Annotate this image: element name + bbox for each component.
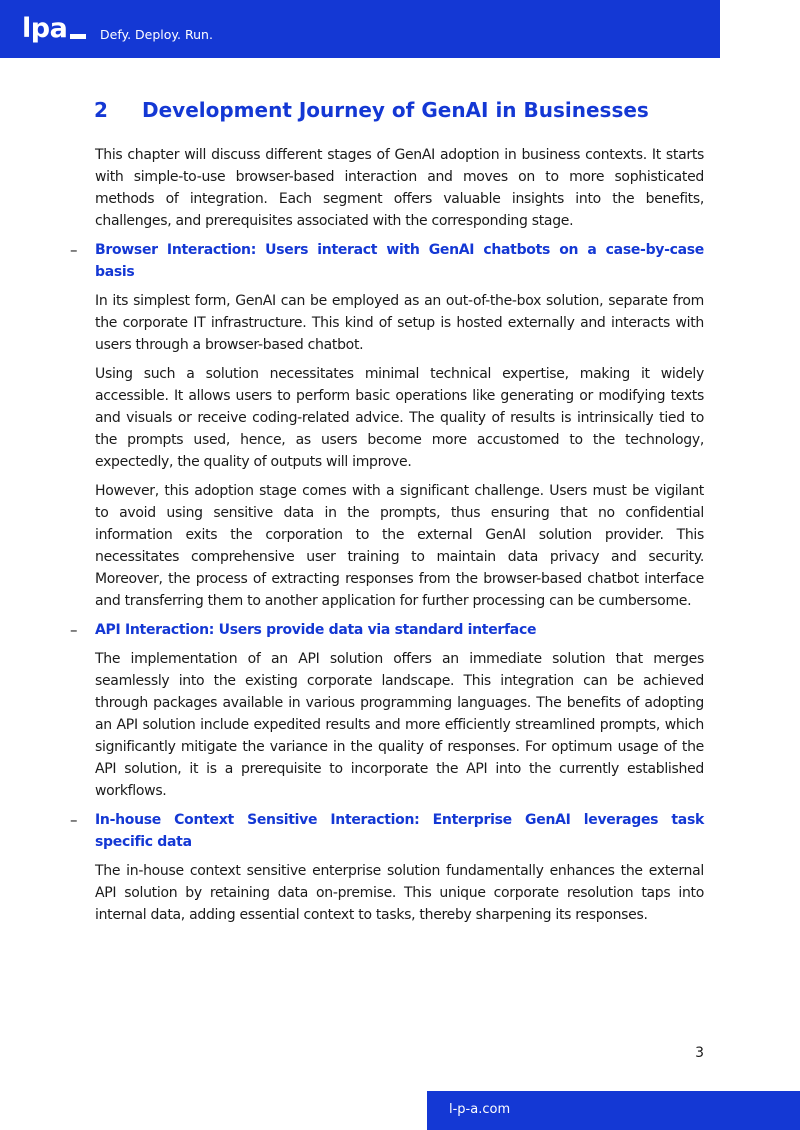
body-paragraph: Using such a solution necessitates minimal technical expertise, making it widely accessible. It allows users to perform basic operations like generating or modifying texts and visuals or receive coding-related advice. The quality of results is intrinsically tied to the prompts used, hence, as users become more accustomed to the technology, expectedly, the quality of outputs will improve. — [95, 366, 704, 470]
section-heading — [70, 809, 704, 853]
dash-bullet-icon: – — [70, 811, 78, 829]
chapter-heading — [94, 96, 704, 124]
footer-bar — [427, 1091, 800, 1130]
page-content — [70, 96, 704, 933]
logo-text: lpa — [22, 13, 68, 44]
logo-underscore — [70, 34, 86, 39]
section-heading — [70, 239, 704, 283]
section-browser-interaction — [70, 239, 704, 612]
dash-bullet-icon: – — [70, 241, 78, 259]
chapter-title: Development Journey of GenAI in Businesses — [142, 98, 649, 122]
body-paragraph: The in-house context sensitive enterprise solution fundamentally enhances the external API solution by retaining data on-premise. This unique corporate resolution taps into internal data, adding essential context to tasks, thereby sharpening its responses. — [95, 863, 704, 923]
section-api-interaction — [70, 619, 704, 802]
page-number: 3 — [695, 1045, 704, 1061]
section-heading-text: Browser Interaction: Users interact with GenAI chatbots on a case-by-case basis — [95, 242, 704, 280]
body-paragraph: However, this adoption stage comes with a significant challenge. Users must be vigilant to avoid using sensitive data in the prompts, thus ensuring that no confidential information exits the corporation to the external GenAI solution provider. This necessitates comprehensive user training to maintain data privacy and security. Moreover, the process of extracting responses from the browser-based chatbot interface and transferring them to another application for further processing can be cumbersome. — [95, 483, 704, 609]
dash-bullet-icon: – — [70, 621, 78, 639]
footer-url-link[interactable]: l-p-a.com — [449, 1102, 511, 1117]
lpa-logo — [22, 10, 86, 48]
intro-paragraph: This chapter will discuss different stages of GenAI adoption in business contexts. It starts with simple-to-use browser-based interaction and moves on to more sophisticated methods of integration. Each segment offers valuable insights into the benefits, challenges, and prerequisites associated with the corresponding stage. — [95, 147, 704, 229]
tagline: Defy. Deploy. Run. — [100, 27, 213, 42]
body-paragraph: In its simplest form, GenAI can be employed as an out-of-the-box solution, separate from the corporate IT infrastructure. This kind of setup is hosted externally and interacts with users through a browser-based chatbot. — [95, 293, 704, 353]
header-bar — [0, 0, 720, 58]
body-paragraph: The implementation of an API solution offers an immediate solution that merges seamlessly into the existing corporate landscape. This integration can be achieved through packages available in various programming languages. The benefits of adopting an API solution include expedited results and more efficiently streamlined prompts, which significantly mitigate the variance in the quality of responses. For optimum usage of the API solution, it is a prerequisite to incorporate the API into the currently established workflows. — [95, 651, 704, 799]
section-heading — [70, 619, 704, 641]
section-inhouse-interaction — [70, 809, 704, 926]
section-heading-text: API Interaction: Users provide data via standard interface — [95, 622, 537, 638]
chapter-number: 2 — [94, 98, 108, 122]
section-heading-text: In-house Context Sensitive Interaction: Enterprise GenAI leverages task specific data — [95, 812, 704, 850]
